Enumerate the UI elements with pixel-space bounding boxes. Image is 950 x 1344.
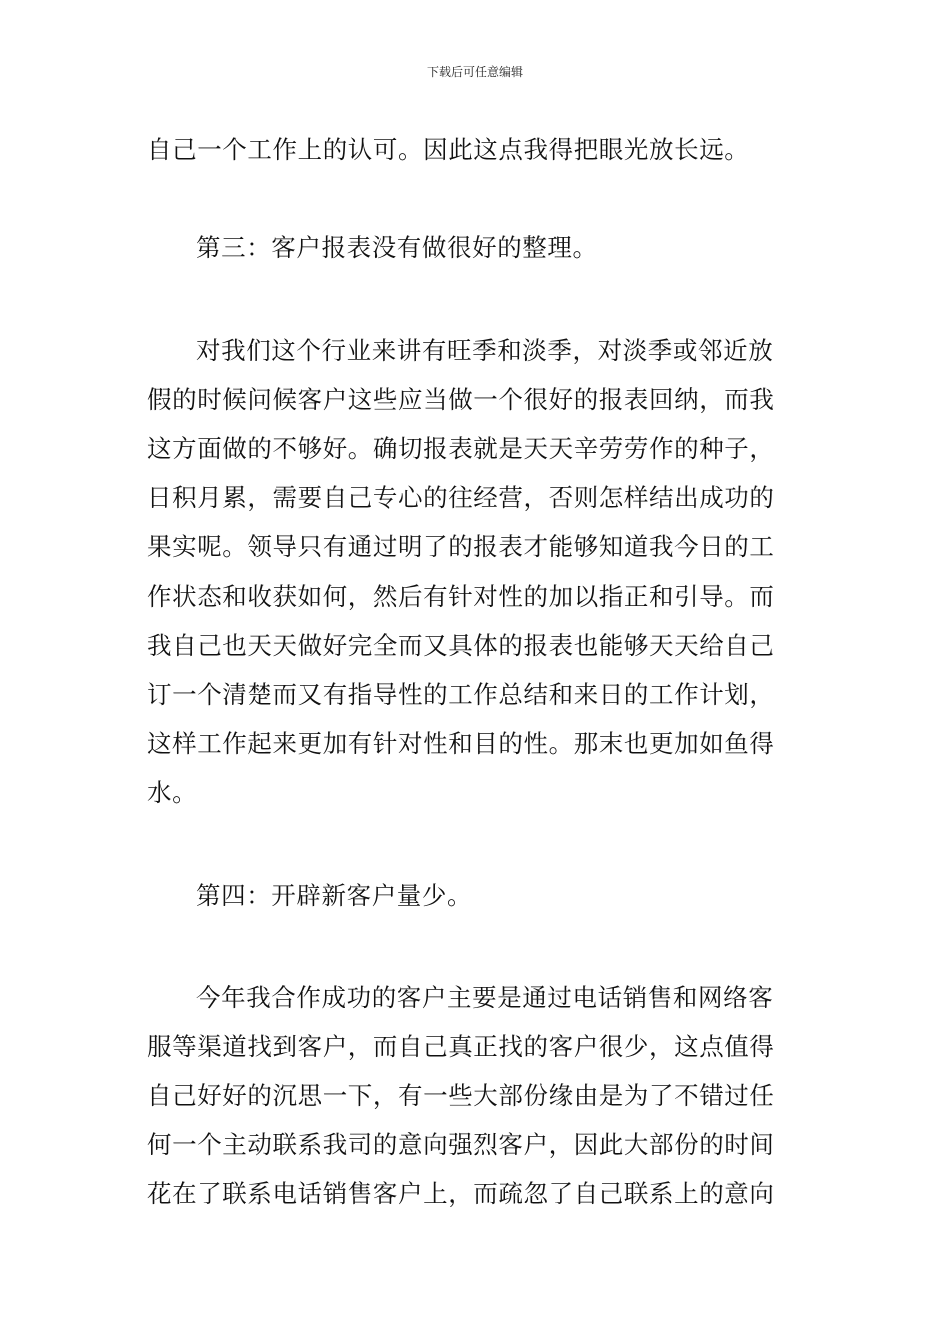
- text-line: 今年我合作成功的客户主要是通过电话销售和网络客: [196, 983, 774, 1012]
- section-heading: 第三：客户报表没有做很好的整理。: [196, 233, 598, 262]
- text-line: 何一个主动联系我司的意向强烈客户，因此大部份的时间: [147, 1130, 775, 1159]
- text-line: 自己好好的沉思一下，有一些大部份缘由是为了不错过任: [147, 1081, 775, 1110]
- text-line: 自己一个工作上的认可。因此这点我得把眼光放长远。: [147, 135, 750, 164]
- text-line: 我自己也天天做好完全而又具体的报表也能够天天给自己: [147, 631, 775, 660]
- text-line: 这样工作起来更加有针对性和目的性。那末也更加如鱼得: [147, 729, 775, 758]
- page-header: 下载后可任意编辑: [426, 65, 523, 79]
- text-line: 假的时候问候客户这些应当做一个很好的报表回纳，而我: [147, 385, 775, 414]
- section-heading: 第四：开辟新客户量少。: [196, 881, 473, 910]
- text-line: 这方面做的不够好。确切报表就是天天辛劳劳作的种子，: [147, 434, 775, 463]
- text-line: 对我们这个行业来讲有旺季和淡季，对淡季或邻近放: [196, 336, 774, 365]
- text-line: 作状态和收获如何，然后有针对性的加以指正和引导。而: [147, 582, 775, 611]
- text-line: 日积月累，需要自己专心的往经营，否则怎样结出成功的: [147, 483, 775, 512]
- text-line: 订一个清楚而又有指导性的工作总结和来日的工作计划，: [147, 680, 775, 709]
- text-line: 花在了联系电话销售客户上，而疏忽了自己联系上的意向: [147, 1179, 775, 1208]
- text-line: 水。: [147, 778, 198, 807]
- text-line: 果实呢。领导只有通过明了的报表才能够知道我今日的工: [147, 532, 775, 561]
- text-line: 服等渠道找到客户，而自己真正找的客户很少，这点值得: [147, 1032, 775, 1061]
